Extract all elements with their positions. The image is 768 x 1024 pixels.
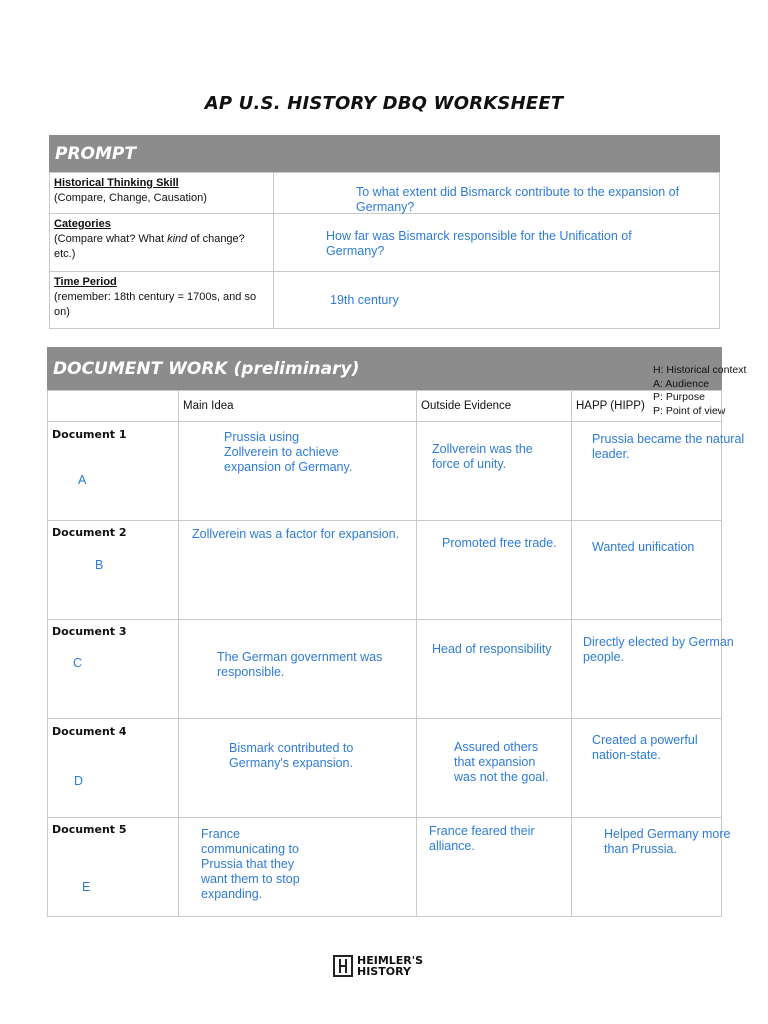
document-work-header-text: DOCUMENT WORK (preliminary) (53, 358, 360, 379)
time-period-answer[interactable]: 19th century (330, 293, 399, 307)
categories-sub: (Compare what? What kind of change? etc.) (54, 233, 245, 260)
document-row-2 (48, 521, 722, 620)
document-1-letter[interactable]: A (78, 473, 87, 487)
document-1-happ[interactable]: Prussia became the natural leader. (592, 432, 745, 461)
document-2-happ[interactable]: Wanted unification (592, 540, 695, 554)
document-5-happ[interactable]: Helped Germany more than Prussia. (604, 827, 731, 856)
document-row-3 (48, 620, 722, 719)
document-table (47, 390, 745, 917)
logo-text: HEIMLER'S HISTORY (357, 954, 424, 978)
document-work-header (47, 347, 722, 390)
time-period-label: Time Period (54, 276, 117, 288)
document-row-5 (48, 818, 722, 917)
document-1-outside-evidence[interactable]: Zollverein was the force of unity. (432, 442, 533, 471)
document-3-label: Document 3 (52, 625, 127, 638)
worksheet-title: AP U.S. HISTORY DBQ WORKSHEET (204, 93, 564, 114)
column-outside-evidence: Outside Evidence (417, 391, 572, 422)
document-5-outside-evidence[interactable]: France feared their alliance. (429, 824, 535, 853)
document-5-main-idea[interactable]: France communicating to Prussia that they want them to stop expanding. (201, 827, 300, 901)
prompt-row-time (50, 272, 720, 329)
document-2-letter[interactable]: B (95, 558, 104, 572)
prompt-header (49, 135, 720, 172)
prompt-table (49, 172, 720, 329)
skill-label: Historical Thinking Skill (54, 177, 179, 189)
document-3-happ[interactable]: Directly elected by German people. (583, 635, 734, 664)
happ-legend: H: Historical context A: Audience P: Purpose P: Point of view (653, 364, 747, 417)
document-5-label: Document 5 (52, 823, 127, 836)
document-4-outside-evidence[interactable]: Assured others that expansion was not the goal. (454, 740, 549, 784)
skill-sub: (Compare, Change, Causation) (54, 192, 207, 204)
document-4-letter[interactable]: D (74, 774, 84, 788)
document-row-4 (48, 719, 722, 818)
prompt-row-skill (50, 173, 720, 214)
document-4-happ[interactable]: Created a powerful nation-state. (592, 733, 698, 762)
document-2-label: Document 2 (52, 526, 127, 539)
document-row-1 (48, 422, 722, 521)
document-2-outside-evidence[interactable]: Promoted free trade. (442, 536, 557, 550)
heimlers-history-logo (333, 955, 423, 977)
time-period-sub: (remember: 18th century = 1700s, and so on) (54, 291, 257, 318)
skill-answer[interactable]: To what extent did Bismarck contribute to the expansion of Germany? (356, 185, 680, 214)
document-2-main-idea[interactable]: Zollverein was a factor for expansion. (192, 527, 400, 541)
document-table-header-row (48, 391, 722, 422)
categories-answer[interactable]: How far was Bismarck responsible for the Unification of Germany? (326, 229, 632, 258)
document-3-outside-evidence[interactable]: Head of responsibility (432, 642, 552, 656)
categories-label: Categories (54, 218, 111, 230)
document-5-letter[interactable]: E (82, 880, 91, 894)
prompt-row-categories (50, 214, 720, 272)
document-3-main-idea[interactable]: The German government was responsible. (217, 650, 383, 679)
document-1-label: Document 1 (52, 428, 127, 441)
document-3-letter[interactable]: C (73, 656, 83, 670)
column-happ: HAPP (HIPP) (572, 391, 722, 422)
document-4-main-idea[interactable]: Bismark contributed to Germany's expansion. (229, 741, 354, 770)
logo-h-icon (333, 955, 353, 977)
column-main-idea: Main Idea (179, 391, 417, 422)
document-4-label: Document 4 (52, 725, 127, 738)
prompt-header-text: PROMPT (55, 143, 136, 164)
document-1-main-idea[interactable]: Prussia using Zollverein to achieve expansion of Germany. (224, 430, 353, 474)
